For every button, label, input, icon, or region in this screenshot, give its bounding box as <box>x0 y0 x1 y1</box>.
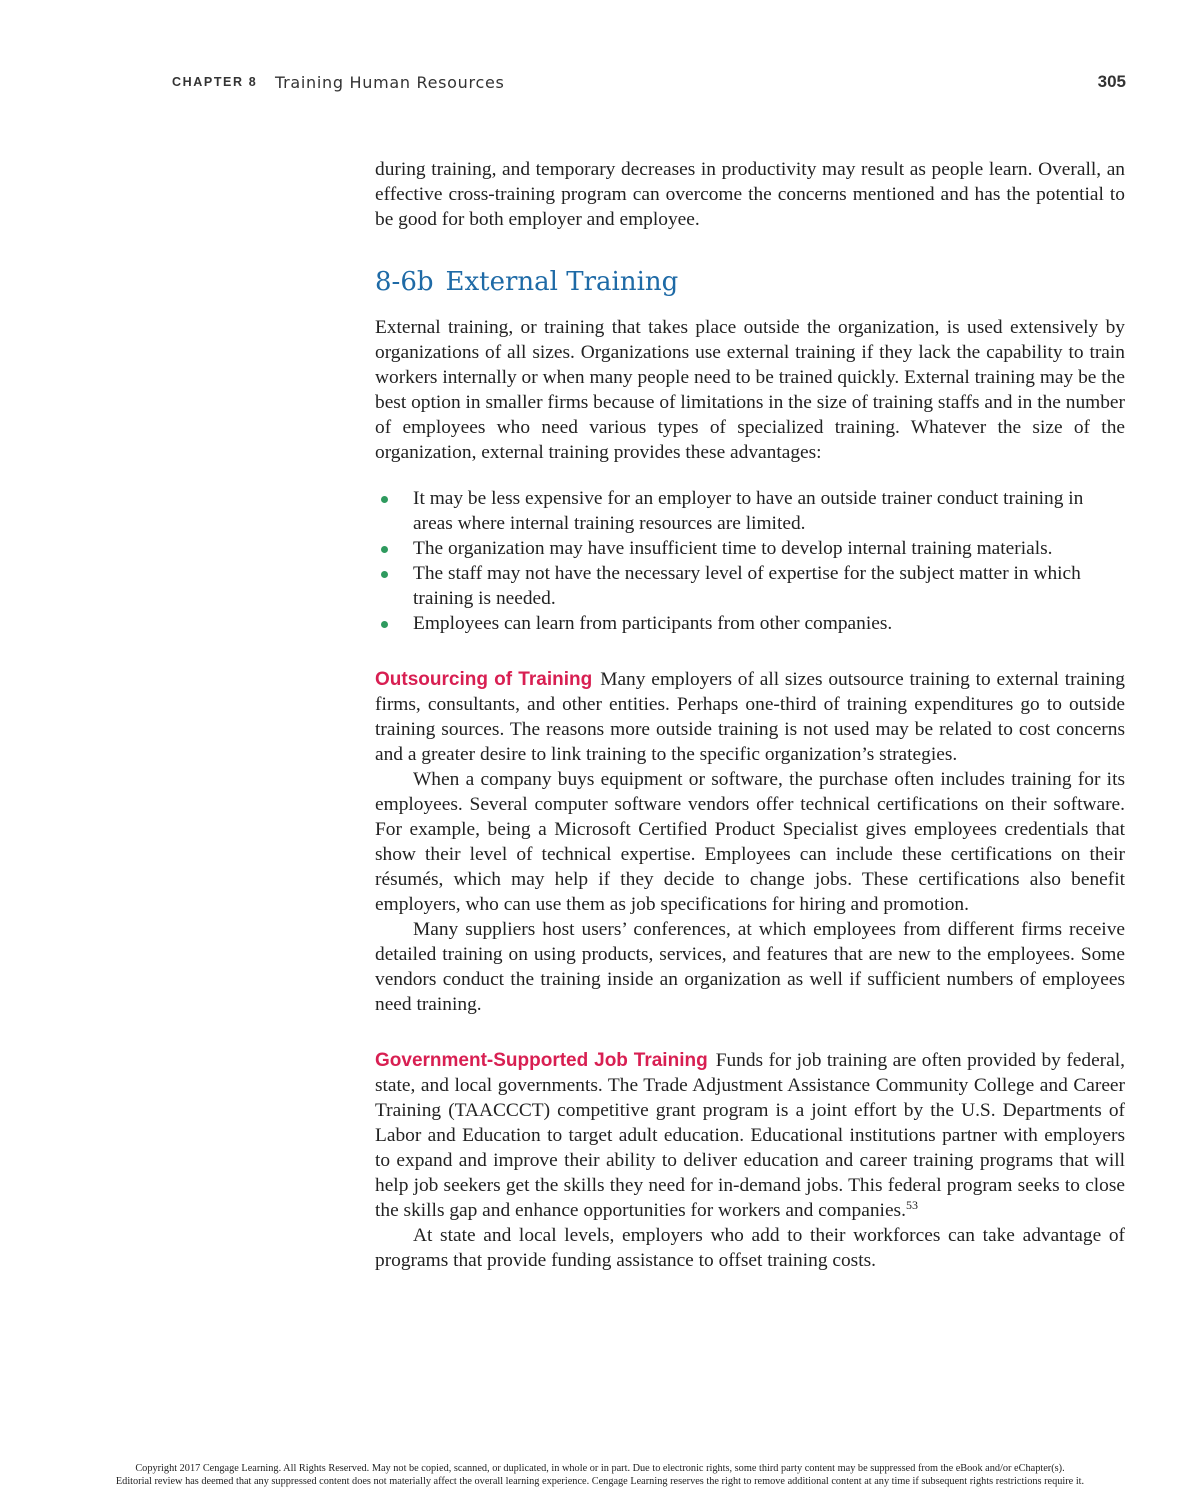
government-paragraph <box>375 1048 1125 1223</box>
section-number: 8-6b <box>375 267 434 297</box>
list-item <box>375 486 1125 536</box>
outsourcing-text: Many employers of all sizes outsource training to external training firms, consultants, and other entities. Perhaps one-third of training expenditures go to outside training sources. The reasons more outside training is not used may be related to cost concerns and a greater desire to link training to the specific organization’s strategies. <box>375 669 1126 765</box>
copyright-line-1: Copyright 2017 Cengage Learning. All Rights Reserved. May not be copied, scanned, or duplicated, in whole or in part. Due to electronic rights, some third party content may be suppressed from the eBook and/or eChapter(s). <box>135 1463 1065 1474</box>
bullet-icon <box>381 621 388 628</box>
page-number: 305 <box>1097 72 1126 91</box>
government-heading: Government-Supported Job Training <box>375 1050 708 1071</box>
running-head <box>172 73 1126 97</box>
chapter-label: CHAPTER 8 <box>172 75 258 89</box>
outsourcing-paragraph-3: Many suppliers host users’ conferences, at which employees from different firms receive detailed training on using products, services, and features that are new to the employees. Some vendors conduct the training inside an organization as well if sufficient numbers of employees need training. <box>375 919 1125 1015</box>
list-item-text: The staff may not have the necessary level of expertise for the subject matter in which training is needed. <box>413 563 1081 609</box>
list-item <box>375 536 1125 561</box>
bullet-icon <box>381 546 388 553</box>
footnote-ref: 53 <box>905 1198 918 1212</box>
list-item-text: It may be less expensive for an employer to have an outside trainer conduct training in areas where internal training resources are limited. <box>413 488 1084 534</box>
main-text-column <box>375 157 1125 1273</box>
outsourcing-heading: Outsourcing of Training <box>375 669 593 690</box>
copyright-footer <box>0 1462 1200 1488</box>
copyright-line-2: Editorial review has deemed that any suppressed content does not materially affect the overall learning experience. Cengage Learning reserves the right to remove additional content at any time if subsequent rights restrictions require it. <box>115 1476 1085 1487</box>
section-paragraph: External training, or training that takes place outside the organization, is used extensively by organizations of all sizes. Organizations use external training if they lack the capability to train workers internally or when many people need to be trained quickly. External training may be the best option in smaller firms because of limitations in the size of training staffs and in the number of employees who need various types of specialized training. Whatever the size of the organization, external training provides these advantages: <box>375 317 1125 463</box>
intro-paragraph: during training, and temporary decreases in productivity may result as people learn. Overall, an effective cross-training program can overcome the concerns mentioned and has the potential to be good for both employer and employee. <box>375 159 1125 230</box>
outsourcing-paragraph <box>375 667 1125 767</box>
outsourcing-paragraph-2: When a company buys equipment or software, the purchase often includes training for its employees. Several computer software vendors offer technical certifications on their software. For example, being a Microsoft Certified Product Specialist gives employees credentials that show their level of technical expertise. Employees can include these certifications on their résumés, which may help if they decide to change jobs. These certifications also benefit employers, who can use them as job specifications for hiring and promotion. <box>375 769 1125 915</box>
bullet-icon <box>381 571 388 578</box>
list-item-text: Employees can learn from participants from other companies. <box>413 613 893 634</box>
section-title: External Training <box>445 267 679 297</box>
bullet-icon <box>381 496 388 503</box>
advantages-list <box>375 486 1125 636</box>
chapter-title: Training Human Resources <box>275 73 505 92</box>
government-paragraph-2: At state and local levels, employers who add to their workforces can take advantage of programs that provide funding assistance to offset training costs. <box>375 1225 1125 1271</box>
section-heading <box>375 265 1125 299</box>
government-text: Funds for job training are often provided by federal, state, and local governments. The Trade Adjustment Assistance Community College and Career Training (TAACCCT) competitive grant program is a joint effort by the U.S. Departments of Labor and Education to target adult education. Educational institutions partner with employers to expand and improve their ability to deliver education and career training programs that will help job seekers get the skills they need for in-demand jobs. This federal program seeks to close the skills gap and enhance opportunities for workers and companies. <box>375 1050 1125 1221</box>
list-item <box>375 611 1125 636</box>
list-item <box>375 561 1125 611</box>
list-item-text: The organization may have insufficient time to develop internal training materials. <box>413 538 1053 559</box>
